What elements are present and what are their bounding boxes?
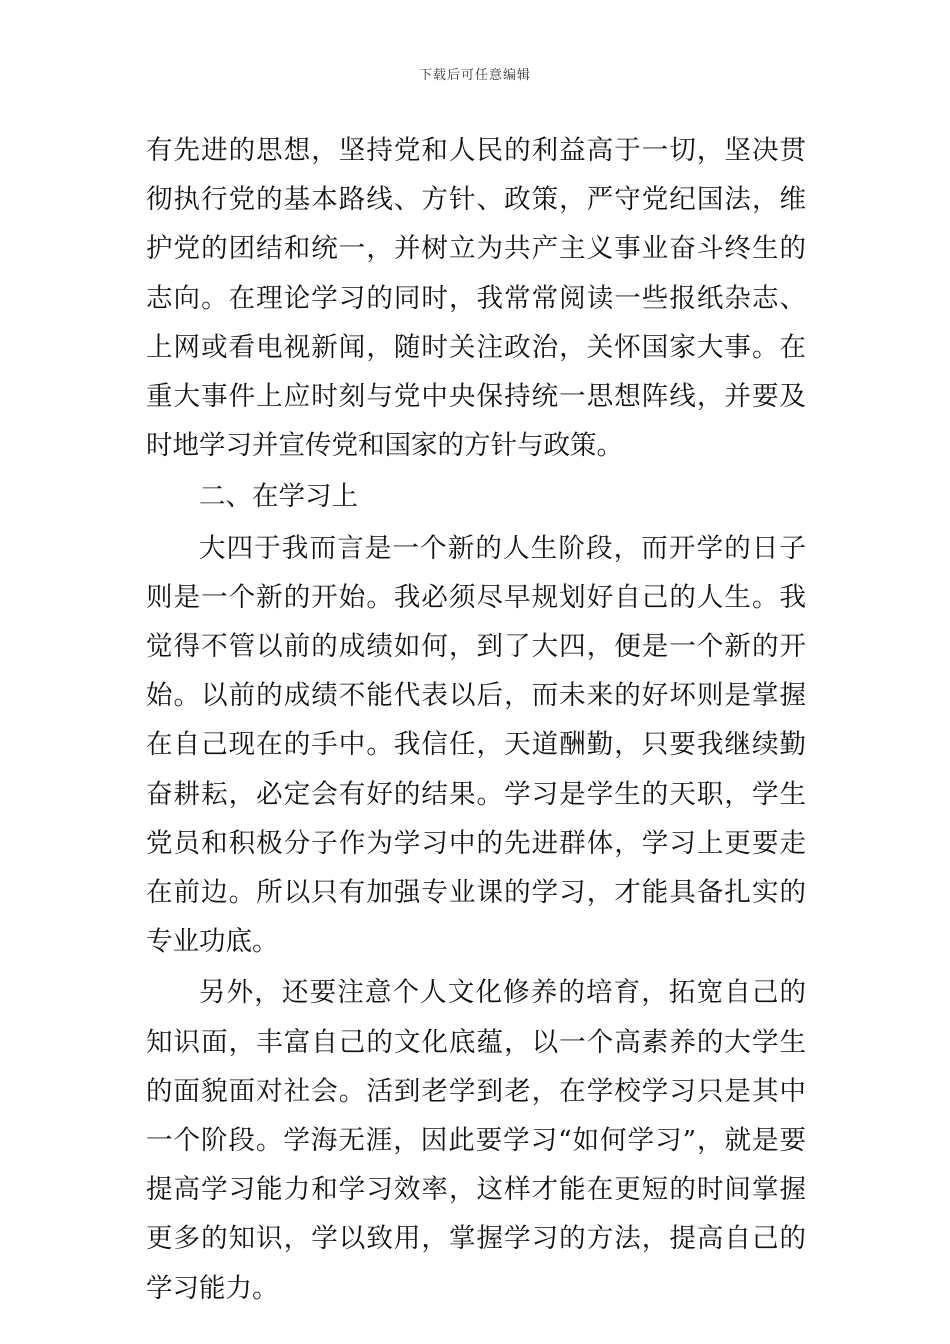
paragraph-self-cultivation: 另外，还要注意个人文化修养的培育，拓宽自己的知识面，丰富自己的文化底蕴，以一个高素养的大学生的面貌面对社会。活到老学到老，在学校学习只是其中一个阶段。学海无涯，因此要学习“如何学习”，就是要提高学习能力和学习效率，这样才能在更短的时间掌握更多的知识，学以致用，掌握学习的方法，提高自己的学习能力。 xyxy=(146,977,806,1304)
paragraph-senior-year: 大四于我而言是一个新的人生阶段，而开学的日子则是一个新的开始。我必须尽早规划好自己的人生。我觉得不管以前的成绩如何，到了大四，便是一个新的开始。以前的成绩不能代表以后，而未来的好坏则是掌握在自己现在的手中。我信任，天道酬勤，只要我继续勤奋耕耘，必定会有好的结果。学习是学生的天职，学生党员和积极分子作为学习中的先进群体，学习上更要走在前边。所以只有加强专业课的学习，才能具备扎实的专业功底。 xyxy=(146,532,806,958)
page-header-note: 下载后可任意编辑 xyxy=(418,68,531,83)
document-body xyxy=(146,126,806,1313)
paragraph-political-continuation: 有先进的思想，坚持党和人民的利益高于一切，坚决贯彻执行党的基本路线、方针、政策，严守党纪国法，维护党的团结和统一，并树立为共产主义事业奋斗终生的志向。在理论学习的同时，我常常阅读一些报纸杂志、上网或看电视新闻，随时关注政治，关怀国家大事。在重大事件上应时刻与党中央保持统一思想阵线，并要及时地学习并宣传党和国家的方针与政策。 xyxy=(146,135,806,462)
section-heading-study: 二、在学习上 xyxy=(199,481,358,513)
